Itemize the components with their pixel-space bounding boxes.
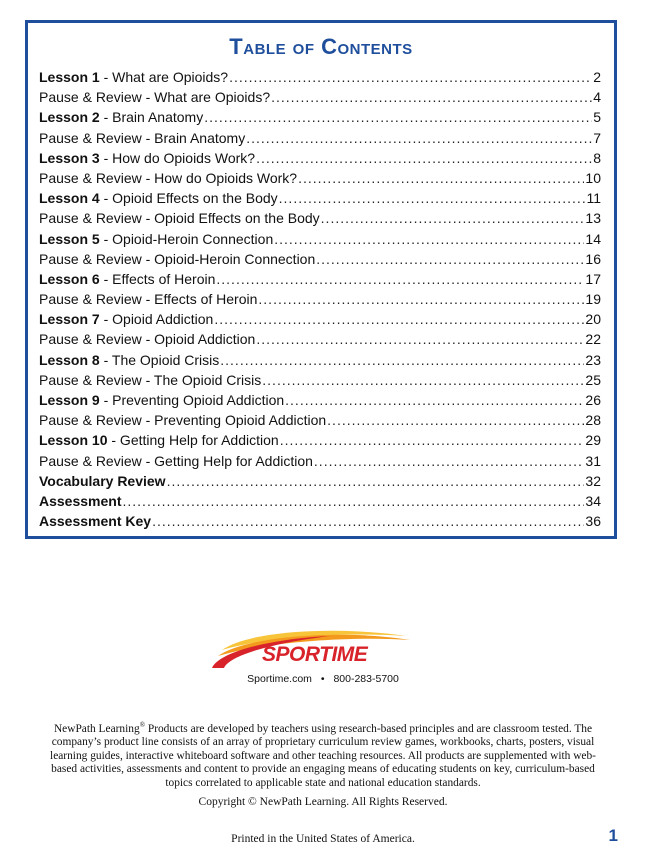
toc-entry-title: Pause & Review - How do Opioids Work? [39,169,298,186]
toc-entry-title: - Effects of Heroin [99,270,216,287]
toc-entry-label [39,309,213,329]
toc-entry-label [39,87,270,107]
toc-entry-page: 34 [585,492,601,509]
toc-dot-leader [123,491,585,511]
toc-dot-leader [316,249,584,269]
toc-entry-title: Pause & Review - The Opioid Crisis [39,371,262,388]
copyright-notice: Copyright © NewPath Learning. All Rights Reserved. [198,796,448,808]
toc-entry-page: 7 [593,129,601,146]
toc-entry-lesson: Lesson 3 [39,149,100,166]
disclaimer-brand: NewPath Learning [53,722,140,735]
toc-entry-label [39,67,228,87]
toc-entry-title: - What are Opioids? [99,69,229,85]
toc-entry[interactable] [39,390,601,410]
toc-entry-page: 10 [585,169,601,186]
toc-entry-lesson: Lesson 9 [39,392,100,408]
printed-notice: Printed in the United States of America. [231,833,415,845]
toc-entry-lesson: Lesson 1 [39,69,100,85]
toc-entry-page: 23 [585,351,601,368]
toc-entry-title: Pause & Review - Opioid Effects on the Body [39,210,320,227]
toc-dot-leader [152,511,584,531]
toc-entry-label [39,107,203,127]
toc-entry[interactable] [39,107,601,127]
toc-entry-page: 14 [585,230,601,247]
toc-entry-lesson: Lesson 6 [39,270,100,287]
toc-entry-page: 13 [585,210,601,227]
toc-entry[interactable] [39,370,601,390]
toc-entry-page: 31 [585,452,601,469]
disclaimer-body: Products are developed by teachers using research-based principles and are classroom tested. The company’s product line consists of an array of proprietary curriculum review games, workbooks, charts, posters, visual learning guides, interactive whiteboard software and other teaching resources. All products are supplemented with web-based activities, assessments and content to provide an engaging means of educating students on key, curriculum-based topics correlated to applicable state and national education standards. [50,722,596,789]
toc-entry[interactable] [39,128,601,148]
toc-dot-leader [274,229,584,249]
toc-entry-lesson: Assessment Key [39,513,152,530]
toc-entry-label [39,249,315,269]
toc-entry-lesson: Lesson 4 [39,190,100,207]
toc-entry[interactable] [39,229,601,249]
toc-entry-label [39,350,219,370]
toc-entry-label [39,168,297,188]
toc-entry-title: Pause & Review - Getting Help for Addiction [39,452,313,469]
toc-entry-page: 11 [586,190,601,207]
toc-entry-page: 20 [585,311,601,328]
toc-entry[interactable] [39,410,601,430]
toc-dot-leader [216,269,584,289]
toc-dot-leader [229,67,592,87]
toc-entry-title: - Opioid-Heroin Connection [99,230,274,247]
toc-entry[interactable] [39,87,601,107]
toc-entry[interactable] [39,67,601,87]
toc-entry[interactable] [39,208,601,228]
toc-entry-label [39,148,255,168]
toc-entry-title: Pause & Review - Opioid-Heroin Connection [39,250,316,267]
toc-entry-title: Pause & Review - Opioid Addiction [39,331,256,348]
toc-entry[interactable] [39,168,601,188]
toc-dot-leader [256,148,592,168]
toc-entry-label [39,208,320,228]
toc-entry[interactable] [39,329,601,349]
toc-dot-leader [204,107,592,127]
toc-entry[interactable] [39,471,601,491]
toc-list [39,67,601,531]
toc-entry-title: - Opioid Addiction [99,311,214,328]
toc-entry-title: Pause & Review - Preventing Opioid Addiction [39,412,327,429]
toc-entry-title: Pause & Review - Brain Anatomy [39,129,246,146]
toc-entry[interactable] [39,309,601,329]
toc-dot-leader [214,309,584,329]
toc-entry-page: 5 [593,109,601,126]
toc-dot-leader [280,430,585,450]
toc-entry-label [39,410,326,430]
toc-entry-lesson: Lesson 5 [39,230,100,247]
toc-entry-page: 8 [593,149,601,166]
website-link[interactable]: Sportime.com [247,673,312,685]
toc-dot-leader [271,87,592,107]
toc-entry-page: 2 [593,69,601,85]
toc-entry-lesson: Lesson 10 [39,432,108,449]
toc-entry[interactable] [39,269,601,289]
toc-entry-page: 17 [585,270,601,287]
toc-entry[interactable] [39,188,601,208]
toc-entry-label [39,329,255,349]
toc-entry-lesson: Vocabulary Review [39,472,166,489]
toc-entry-lesson: Lesson 2 [39,109,100,126]
toc-entry-label [39,390,284,410]
toc-dot-leader [220,350,584,370]
toc-entry-label [39,289,257,309]
toc-entry[interactable] [39,350,601,370]
phone-number: 800-283-5700 [333,673,399,685]
toc-dot-leader [258,289,584,309]
toc-entry-title: - How do Opioids Work? [99,149,256,166]
toc-entry-page: 36 [585,513,601,530]
toc-entry-label [39,491,122,511]
toc-entry-page: 19 [585,291,601,308]
toc-entry-label [39,471,166,491]
toc-entry[interactable] [39,451,601,471]
toc-entry-label [39,511,151,531]
toc-entry[interactable] [39,430,601,450]
toc-entry[interactable] [39,511,601,531]
toc-dot-leader [262,370,584,390]
toc-entry-label [39,188,278,208]
toc-entry-title: - Opioid Effects on the Body [99,190,278,207]
toc-entry-label [39,370,261,390]
toc-dot-leader [167,471,585,491]
toc-entry-label [39,229,273,249]
toc-entry-title: Pause & Review - Effects of Heroin [39,291,258,308]
contact-separator: • [320,673,325,685]
toc-entry-page: 16 [585,250,601,267]
toc-title: Table of Contents [229,34,413,59]
contact-line [0,673,646,685]
toc-entry-label [39,269,215,289]
toc-entry-page: 26 [585,392,601,408]
table-of-contents-box [25,20,617,539]
toc-entry-title: Pause & Review - What are Opioids? [39,89,271,106]
toc-entry-page: 22 [585,331,601,348]
toc-entry[interactable] [39,491,601,511]
toc-entry-lesson: Assessment [39,492,122,509]
toc-entry-lesson: Lesson 7 [39,311,100,328]
toc-entry-title: - Brain Anatomy [99,109,204,126]
toc-entry-title: - Getting Help for Addiction [107,432,279,449]
toc-entry[interactable] [39,289,601,309]
toc-dot-leader [314,451,585,471]
toc-entry-title: - Preventing Opioid Addiction [99,392,285,408]
registered-mark: ® [139,721,146,729]
toc-entry[interactable] [39,148,601,168]
toc-dot-leader [321,208,585,228]
toc-entry-title: - The Opioid Crisis [99,351,220,368]
toc-dot-leader [256,329,584,349]
toc-dot-leader [285,390,584,410]
toc-entry-lesson: Lesson 8 [39,351,100,368]
toc-entry-page: 28 [585,412,601,429]
toc-dot-leader [279,188,586,208]
page-number: 1 [608,826,618,845]
logo-wordmark: SPORTIME [262,643,368,666]
toc-entry-page: 32 [585,472,601,489]
toc-entry[interactable] [39,249,601,269]
toc-dot-leader [246,128,592,148]
toc-dot-leader [327,410,584,430]
toc-entry-label [39,128,245,148]
toc-entry-label [39,451,313,471]
toc-dot-leader [298,168,584,188]
toc-entry-page: 25 [585,371,601,388]
toc-entry-page: 29 [585,432,601,449]
product-disclaimer [40,719,606,790]
toc-entry-page: 4 [593,89,601,106]
sportime-logo [210,628,416,672]
toc-entry-label [39,430,279,450]
